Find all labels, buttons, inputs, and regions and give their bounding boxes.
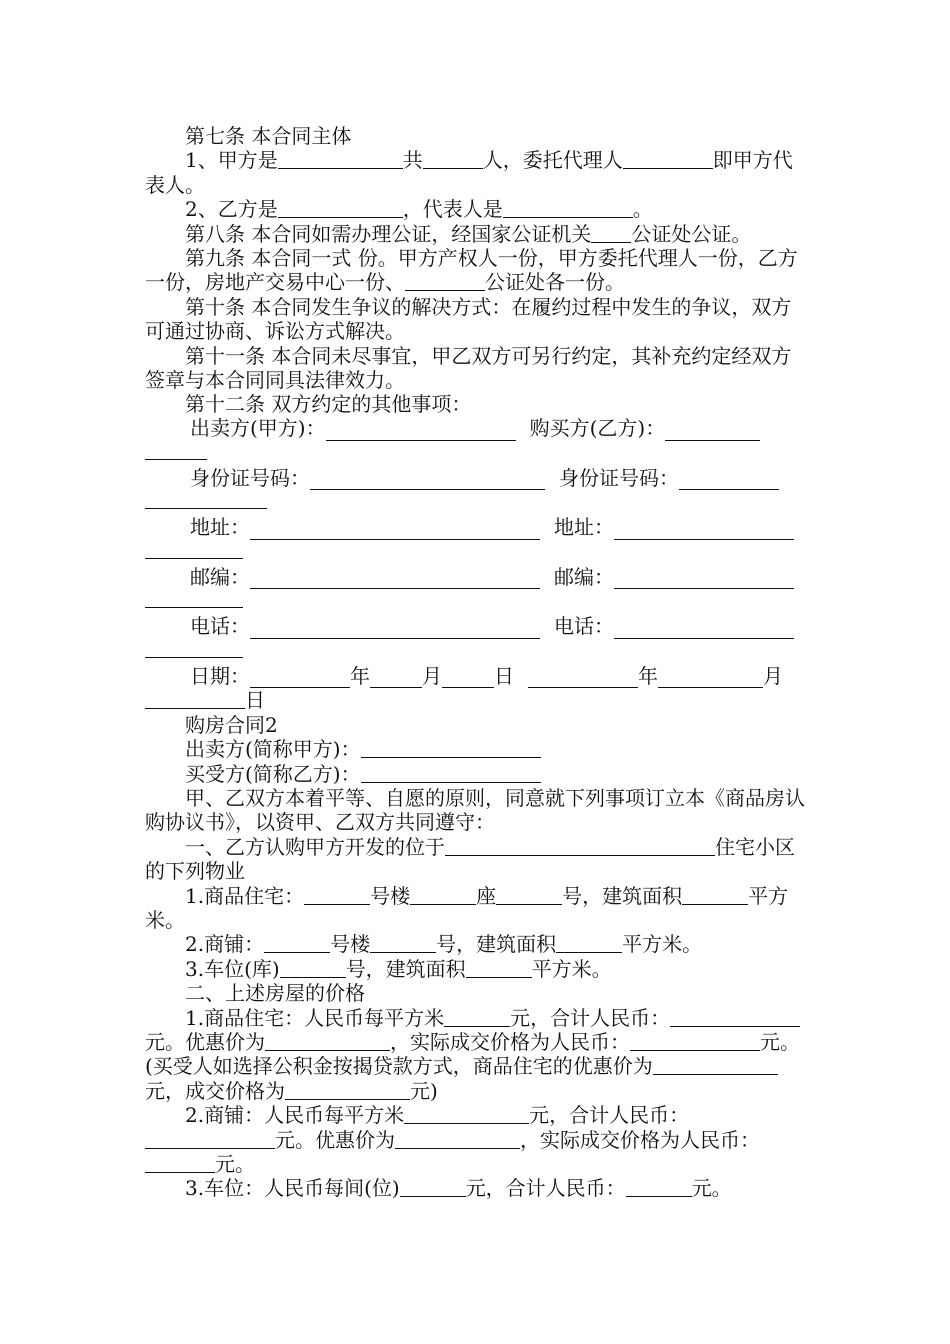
blank-line [614,620,794,639]
phone-label: 电话： [554,614,614,639]
blank-line [670,1008,800,1027]
blank-line [250,669,350,688]
blank-line [145,540,243,559]
id-label: 身份证号码： [559,465,679,490]
signature-date-row [145,664,807,712]
blank-line [145,441,207,460]
blank-line [400,1178,466,1197]
text: 人，委托代理人 [482,148,623,173]
property-residential [145,884,807,933]
blank-line [370,934,436,953]
text: 元。 [215,1152,255,1177]
blank-line [405,272,485,291]
article-7-item-2 [145,197,807,221]
zip-label: 邮编： [554,564,614,589]
blank-line [445,837,715,856]
blank-line [503,199,633,218]
blank-line [496,886,562,905]
signature-seller-row [145,417,807,467]
blank-line [264,934,330,953]
text: 元，合计人民币： [465,1176,626,1201]
blank-line [265,1032,390,1051]
text: 公证处各一份。 [485,270,625,295]
address-label: 地址： [190,515,250,540]
article-9 [145,246,807,295]
text: 号，建筑面积 [436,932,557,957]
blank-line [278,199,403,218]
blank-line [361,739,541,758]
text: 号，建筑面积 [562,883,683,908]
text: 月 [422,663,442,688]
text: 1.商品住宅： [185,883,305,908]
blank-line [410,886,476,905]
article-12: 第十二条 双方约定的其他事项： [185,392,472,417]
signature-phone-row [145,615,807,665]
text: 1.商品住宅：人民币每平方米 [185,1005,445,1030]
blank-line [614,521,794,540]
blank-line [630,1032,760,1051]
text: 平方米。 [531,956,612,981]
document-page [145,124,807,1201]
text: 3.车位：人民币每间(位) [185,1176,400,1201]
text: 3.车位(库) [185,956,280,981]
blank-line [145,1154,215,1173]
text: 。 [632,197,653,222]
blank-line [679,471,779,490]
blank-line [653,1056,778,1075]
blank-line [250,620,540,639]
blank-line [370,669,422,688]
section-2: 二、上述房屋的价格 [185,981,365,1006]
text: 平方米。 [622,932,703,957]
text: 2、乙方是 [185,197,278,222]
blank-line [280,959,346,978]
text: 元，合计人民币： [529,1103,690,1128]
article-11: 第十一条 本合同未尽事宜，甲乙双方可另行约定，其补充约定经双方签章与本合同同具法律效力。 [145,343,792,393]
blank-line [285,1081,410,1100]
text: 座 [476,883,497,908]
seller-label: 出卖方(甲方)： [190,416,326,441]
seller-short-line [145,737,807,761]
text: 号楼 [330,932,371,957]
article-7-title: 第七条 本合同主体 [185,124,352,148]
text: 元。(买受人如选择公积金按揭贷款方式，商品住宅的优惠价为 [145,1030,800,1079]
text: 元，成交价格为 [145,1078,285,1103]
price-shop [145,1103,807,1176]
text: 一、乙方认购甲方开发的位于 [185,834,445,859]
text: 第八条 本合同如需办理公证，经国家公证机关 [185,221,592,246]
property-parking [145,957,807,981]
date-label: 日期： [190,663,250,688]
blank-line [442,669,494,688]
blank-line [304,886,370,905]
text: 1、甲方是 [185,148,278,173]
blank-line [528,669,638,688]
article-7-item-1 [145,148,807,197]
blank-line [623,150,713,169]
blank-line [145,639,243,658]
blank-line [404,1105,529,1124]
blank-line [423,150,483,169]
signature-zip-row [145,565,807,615]
price-residential [145,1006,807,1104]
text: 年 [638,663,658,688]
blank-line [310,471,545,490]
price-parking [145,1176,807,1200]
signature-id-row [145,466,807,516]
blank-line [444,1008,510,1027]
text: 元。优惠价为 [145,1030,265,1055]
phone-label: 电话： [190,614,250,639]
text: 元。优惠价为 [275,1127,395,1152]
blank-line [278,150,403,169]
blank-line [145,589,243,608]
blank-line [556,934,622,953]
text: 日 [494,663,514,688]
text: 出卖方(简称甲方)： [185,737,361,762]
article-8 [145,222,807,246]
text: 共 [402,148,423,173]
text: 月 [763,663,783,688]
blank-line [145,690,245,709]
blank-line [466,959,532,978]
blank-line [658,669,763,688]
blank-line [682,886,748,905]
text: ，代表人是 [402,197,503,222]
blank-line [145,1130,275,1149]
text: 2.商铺：人民币每平方米 [185,1103,405,1128]
section-1 [145,835,807,884]
blank-line [395,1130,520,1149]
text: 2.商铺： [185,932,265,957]
blank-line [614,570,794,589]
text: 日 [245,688,265,713]
text: 号楼 [370,883,411,908]
property-shop [145,932,807,956]
blank-line [591,224,631,243]
text: 买受方(简称乙方)： [185,761,361,786]
blank-line [665,422,760,441]
text: 年 [350,663,370,688]
signature-address-row [145,516,807,566]
text: 元) [410,1078,438,1103]
buyer-label: 购买方(乙方)： [529,416,666,441]
id-label: 身份证号码： [190,465,310,490]
blank-line [626,1178,692,1197]
text: 公证处公证。 [631,221,752,246]
buyer-short-line [145,762,807,786]
blank-line [326,422,516,441]
blank-line [250,570,540,589]
text: 元。 [691,1176,732,1201]
text: 第九条 本合同一式 份。甲方产权人一份，甲方委托代理人一份，乙方一份，房地产交易中心一份、 [145,246,798,295]
text: 住宅小区的下列物业 [145,834,795,884]
text: 元，合计人民币： [510,1005,671,1030]
text: 平方米。 [145,883,789,933]
address-label: 地址： [554,515,614,540]
contract-2-title: 购房合同2 [185,712,278,737]
blank-line [145,490,267,509]
text: 号，建筑面积 [345,956,466,981]
article-10: 第十条 本合同发生争议的解决方式：在履约过程中发生的争议，双方可通过协商、诉讼方式解决。 [145,294,792,344]
text: 即甲方代表人。 [145,148,793,197]
blank-line [361,764,541,783]
zip-label: 邮编： [190,564,250,589]
contract-2-intro: 甲、乙双方本着平等、自愿的原则，同意就下列事项订立本《商品房认购协议书》，以资甲、乙双方共同遵守： [145,785,805,835]
text: ，实际成交价格为人民币： [390,1030,630,1055]
blank-line [250,521,540,540]
text: ，实际成交价格为人民币： [520,1127,760,1152]
